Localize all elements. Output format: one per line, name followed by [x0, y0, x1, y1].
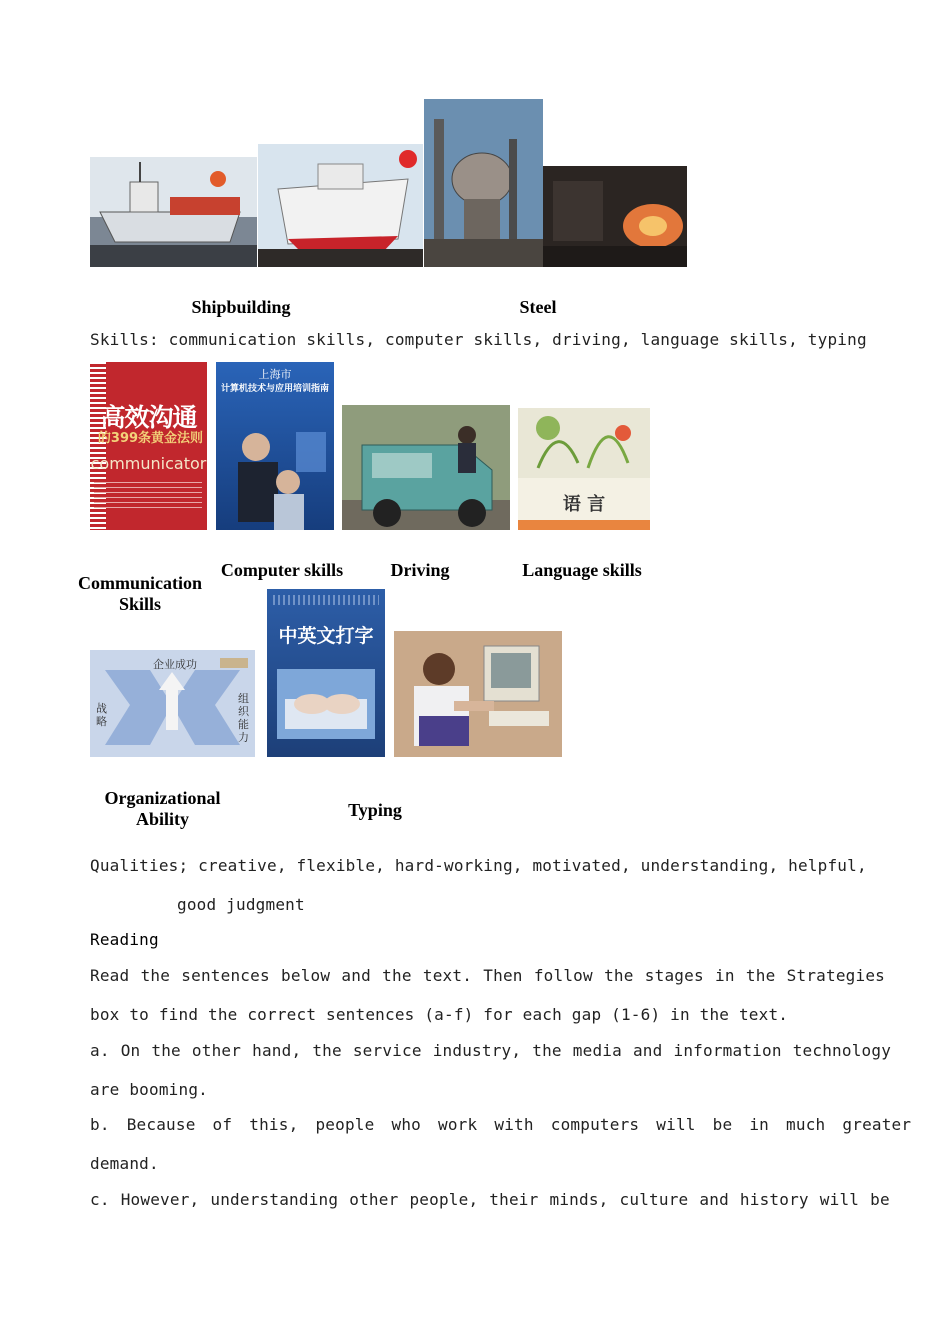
steel-photo-1	[424, 99, 543, 267]
sentence-c-line-1: c. However, understanding other people, their minds, culture and history will be	[90, 1190, 890, 1209]
qualities-line-2: good judgment	[177, 895, 305, 914]
driving-photo	[342, 405, 510, 530]
instructions-line-2: box to find the correct sentences (a-f) for each gap (1-6) in the text.	[90, 1005, 789, 1024]
language-book-cover	[518, 408, 650, 530]
lang-book-title: 语 言	[562, 494, 606, 515]
shipbuilding-caption: Shipbuilding	[191, 297, 291, 317]
steel-photo-2	[543, 166, 687, 267]
shipbuilding-photo-2	[258, 144, 423, 267]
instructions-line-1: Read the sentences below and the text. Then follow the stages in the Strategies	[90, 966, 885, 985]
org-image-top-text: 企业成功	[153, 658, 197, 671]
communication-skills-caption: Communication Skills	[77, 573, 202, 614]
comm-book-title: 高效沟通	[100, 403, 197, 432]
communication-book-cover	[90, 362, 207, 530]
organizational-ability-image	[90, 650, 255, 757]
sentence-b-line-1: b. Because of this, people who work with computers will be in much greater	[90, 1115, 912, 1134]
typing-book-cover	[267, 589, 385, 757]
typing-book-title: 中英文打字	[278, 625, 374, 647]
typing-photo	[394, 631, 562, 757]
language-skills-caption: Language skills	[522, 560, 642, 580]
computer-book-cover	[216, 362, 334, 530]
org-image-left-text: 战略	[96, 702, 107, 728]
sentence-a-line-2: are booming.	[90, 1080, 208, 1099]
computer-skills-caption: Computer skills	[220, 560, 344, 580]
comm-book-english: communicator	[90, 454, 207, 473]
sentence-a-line-1: a. On the other hand, the service industry, the media and information technology	[90, 1041, 892, 1060]
reading-heading: Reading	[90, 930, 159, 949]
typing-caption: Typing	[348, 800, 402, 820]
shipbuilding-photo-1	[90, 157, 257, 267]
org-image-right-text: 组织能力	[238, 692, 249, 744]
comp-book-title-2: 计算机技术与应用培训指南	[220, 384, 329, 394]
qualities-line-1: Qualities; creative, flexible, hard-working, motivated, understanding, helpful,	[90, 856, 867, 875]
driving-caption: Driving	[390, 560, 450, 580]
steel-caption: Steel	[519, 297, 557, 317]
organizational-ability-caption: Organizational Ability	[104, 788, 221, 829]
comm-book-subtitle: 的399条黄金法则	[97, 431, 204, 446]
comp-book-title-1: 上海市	[258, 368, 292, 381]
sentence-b-line-2: demand.	[90, 1154, 159, 1173]
skills-line: Skills: communication skills, computer skills, driving, language skills, typing	[90, 330, 867, 349]
